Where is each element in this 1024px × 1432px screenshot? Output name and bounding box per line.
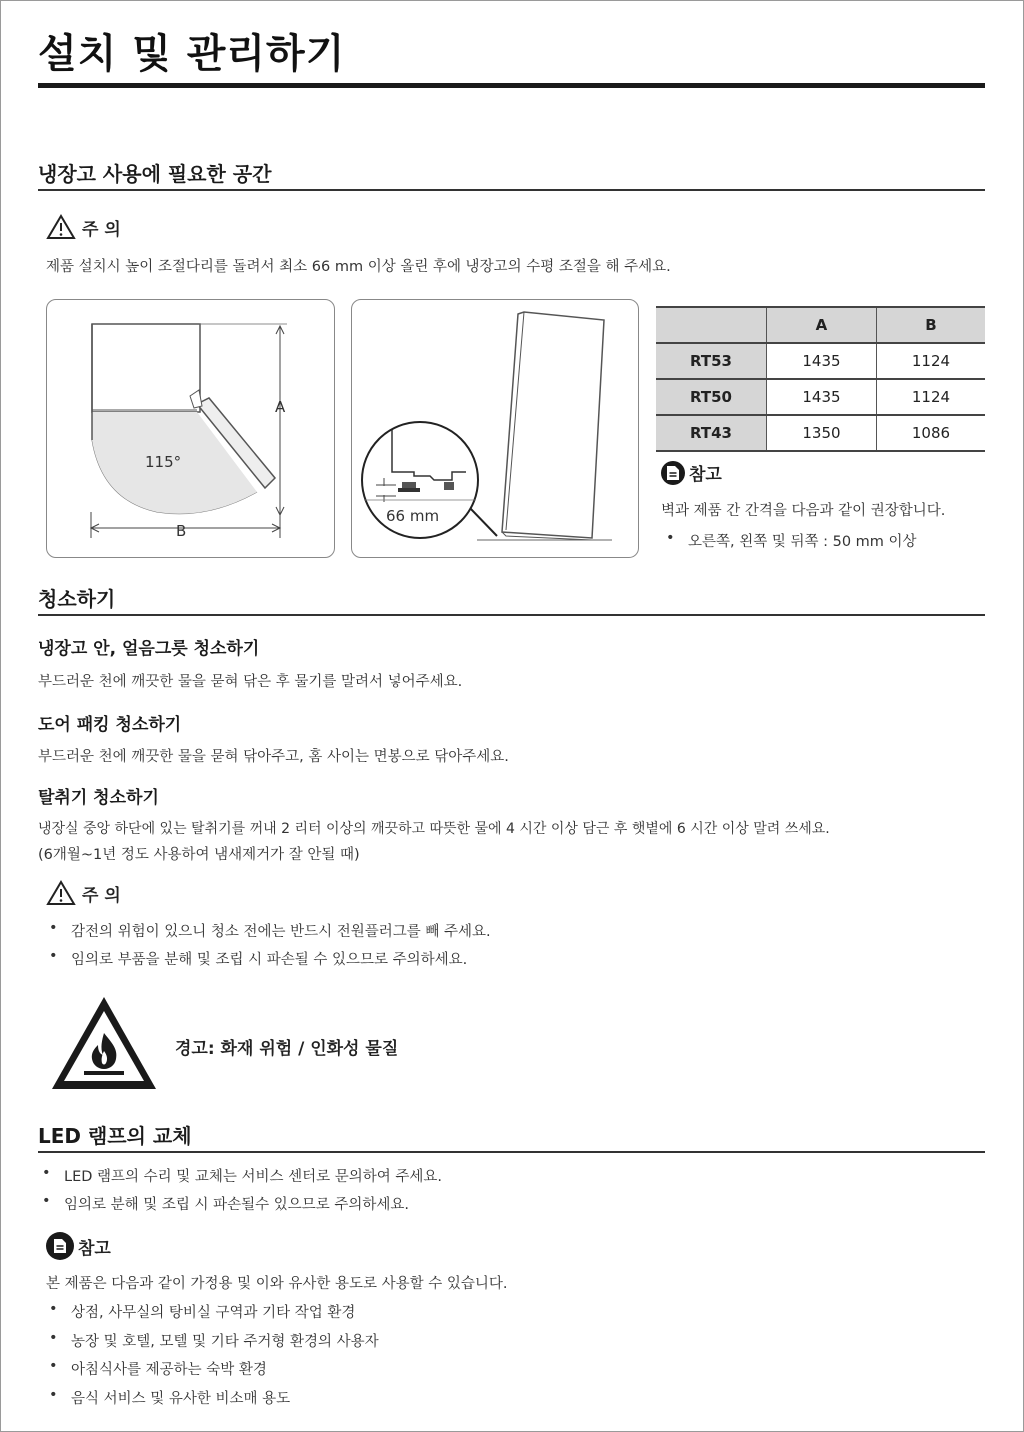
warning-triangle-icon bbox=[46, 214, 76, 240]
subsection-title-deodorizer: 탈취기 청소하기 bbox=[38, 788, 159, 808]
caution-bullet: • 감전의 위험이 있으니 청소 전에는 반드시 전원플러그를 빼 주세요. bbox=[71, 920, 491, 941]
value-cell: 1124 bbox=[876, 343, 985, 379]
note-icon bbox=[661, 461, 685, 485]
caution-heading bbox=[46, 880, 121, 906]
gasket-text: 부드러운 천에 깨끗한 물을 묻혀 닦아주고, 홈 사이는 면봉으로 닦아주세요. bbox=[38, 749, 509, 765]
deodorizer-text: 냉장실 중앙 하단에 있는 탈취기를 꺼내 2 리터 이상의 깨끗하고 따뜻한 물에 4 시간 이상 담근 후 햇볕에 6 시간 이상 말려 쓰세요. bbox=[38, 821, 830, 837]
angle-label: 115° bbox=[145, 453, 182, 471]
led-note-bullet: • 음식 서비스 및 유사한 비소매 용도 bbox=[71, 1387, 290, 1408]
value-cell: 1124 bbox=[876, 379, 985, 415]
table-row bbox=[656, 343, 985, 379]
caution-label: 주 의 bbox=[82, 885, 121, 906]
table-row bbox=[656, 415, 985, 451]
door-angle-illustration bbox=[47, 300, 334, 557]
interior-text: 부드러운 천에 깨끗한 물을 묻혀 닦은 후 물기를 말려서 넣어주세요. bbox=[38, 674, 463, 690]
value-cell: 1435 bbox=[767, 343, 877, 379]
led-note-bullet: • 아침식사를 제공하는 숙박 환경 bbox=[71, 1358, 267, 1379]
leg-height-label: 66 mm bbox=[386, 507, 440, 525]
note-bullet: • 오른쪽, 왼쪽 및 뒤쪽 : 50 mm 이상 bbox=[688, 530, 917, 551]
caution-bullet: • 임의로 부품을 분해 및 조립 시 파손될 수 있으므로 주의하세요. bbox=[71, 948, 467, 969]
value-cell: 1435 bbox=[767, 379, 877, 415]
section-rule bbox=[38, 614, 985, 616]
section-title-cleaning: 청소하기 bbox=[38, 587, 116, 611]
value-cell: 1350 bbox=[767, 415, 877, 451]
title-rule bbox=[38, 83, 985, 88]
note-heading bbox=[46, 1232, 111, 1260]
section-rule bbox=[38, 189, 985, 191]
table-row bbox=[656, 379, 985, 415]
door-angle-diagram bbox=[46, 299, 335, 558]
led-note-text: 본 제품은 다음과 같이 가정용 및 이와 유사한 용도로 사용할 수 있습니다. bbox=[46, 1276, 508, 1292]
caution-text: 제품 설치시 높이 조절다리를 돌려서 최소 66 mm 이상 올린 후에 냉장고의 수평 조절을 해 주세요. bbox=[46, 259, 671, 275]
note-label: 참고 bbox=[78, 1238, 111, 1259]
table-header-cell: A bbox=[767, 307, 877, 343]
note-label: 참고 bbox=[689, 465, 722, 485]
flammable-warning-icon bbox=[48, 993, 160, 1093]
caution-heading bbox=[46, 214, 121, 240]
fire-warning-text: 경고: 화재 위험 / 인화성 물질 bbox=[175, 1039, 399, 1059]
model-cell: RT50 bbox=[656, 379, 767, 415]
note-heading bbox=[661, 460, 722, 485]
deodorizer-text-2: (6개월~1년 정도 사용하여 냄새제거가 잘 안될 때) bbox=[38, 847, 360, 863]
model-cell: RT53 bbox=[656, 343, 767, 379]
table-header-row bbox=[656, 307, 985, 343]
leveling-leg-diagram bbox=[351, 299, 639, 558]
section-title-led: LED 램프의 교체 bbox=[38, 1124, 192, 1148]
warning-triangle-icon bbox=[46, 880, 76, 906]
section-title-space: 냉장고 사용에 필요한 공간 bbox=[38, 162, 272, 186]
table-header-cell: B bbox=[876, 307, 985, 343]
note-text: 벽과 제품 간 간격을 다음과 같이 권장합니다. bbox=[661, 503, 946, 519]
dimension-table bbox=[656, 306, 985, 452]
subsection-title-gasket: 도어 패킹 청소하기 bbox=[38, 715, 182, 735]
subsection-title-interior: 냉장고 안, 얼음그릇 청소하기 bbox=[38, 639, 260, 659]
model-cell: RT43 bbox=[656, 415, 767, 451]
dim-b-label: B bbox=[176, 522, 187, 540]
led-bullet: • 임의로 분해 및 조립 시 파손될수 있으므로 주의하세요. bbox=[64, 1193, 409, 1214]
section-rule bbox=[38, 1151, 985, 1153]
led-note-bullet: • 농장 및 호텔, 모텔 및 기타 주거형 환경의 사용자 bbox=[71, 1330, 379, 1351]
note-icon bbox=[46, 1232, 74, 1260]
dim-a-label: A bbox=[275, 398, 286, 416]
table-header-cell bbox=[656, 307, 767, 343]
caution-label: 주 의 bbox=[82, 219, 121, 240]
leveling-leg-illustration bbox=[352, 300, 638, 557]
page-title: 설치 및 관리하기 bbox=[38, 31, 346, 77]
led-note-bullet: • 상점, 사무실의 탕비실 구역과 기타 작업 환경 bbox=[71, 1301, 355, 1322]
value-cell: 1086 bbox=[876, 415, 985, 451]
led-bullet: • LED 램프의 수리 및 교체는 서비스 센터로 문의하여 주세요. bbox=[64, 1165, 442, 1186]
